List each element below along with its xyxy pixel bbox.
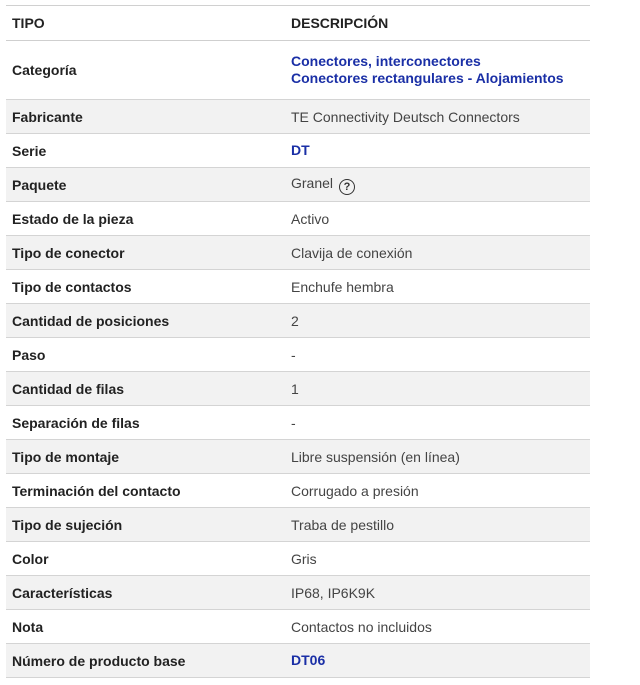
row-label: Tipo de montaje: [6, 440, 285, 474]
row-value: IP68, IP6K9K: [285, 576, 590, 610]
row-label: Tipo de conector: [6, 236, 285, 270]
row-label: Tipo de sujeción: [6, 508, 285, 542]
table-row: [6, 236, 590, 270]
header-descripcion: DESCRIPCIÓN: [285, 6, 590, 41]
row-label: Paquete: [6, 168, 285, 202]
table-row: [6, 304, 590, 338]
row-label: Terminación del contacto: [6, 474, 285, 508]
table-row: [6, 270, 590, 304]
row-value: Gris: [285, 542, 590, 576]
row-value: 1: [285, 372, 590, 406]
table-row: [6, 610, 590, 644]
row-label: Separación de filas: [6, 406, 285, 440]
row-value: [285, 134, 590, 168]
table-header-row: [6, 6, 590, 41]
row-value: Activo: [285, 202, 590, 236]
row-label: Nota: [6, 610, 285, 644]
row-label: Cantidad de posiciones: [6, 304, 285, 338]
row-value: Traba de pestillo: [285, 508, 590, 542]
category-link[interactable]: Conectores, interconectores: [291, 53, 481, 69]
row-label: Categoría: [6, 41, 285, 100]
help-circle-icon[interactable]: ?: [339, 179, 355, 195]
row-label: Paso: [6, 338, 285, 372]
table-row: [6, 41, 590, 100]
product-attributes: [6, 5, 590, 678]
row-value: [285, 644, 590, 678]
row-label: Cantidad de filas: [6, 372, 285, 406]
table-row: [6, 134, 590, 168]
table-row: [6, 542, 590, 576]
row-label: Número de producto base: [6, 644, 285, 678]
table-row: [6, 406, 590, 440]
row-label: Tipo de contactos: [6, 270, 285, 304]
row-label: Fabricante: [6, 100, 285, 134]
row-value: Enchufe hembra: [285, 270, 590, 304]
row-value: Corrugado a presión: [285, 474, 590, 508]
row-value: Clavija de conexión: [285, 236, 590, 270]
row-value: -: [285, 406, 590, 440]
row-value: [285, 41, 590, 100]
row-value: [285, 168, 590, 202]
row-value: 2: [285, 304, 590, 338]
row-label: Estado de la pieza: [6, 202, 285, 236]
table-row: [6, 202, 590, 236]
table-row: [6, 644, 590, 678]
row-label: Serie: [6, 134, 285, 168]
subcategory-link[interactable]: Conectores rectangulares - Alojamientos: [291, 70, 564, 86]
table-row: [6, 338, 590, 372]
base-product-link[interactable]: DT06: [291, 652, 326, 668]
attributes-table: [6, 5, 590, 678]
table-row: [6, 168, 590, 202]
row-label: Características: [6, 576, 285, 610]
table-row: [6, 372, 590, 406]
series-link[interactable]: DT: [291, 142, 310, 158]
table-row: [6, 508, 590, 542]
table-row: [6, 474, 590, 508]
row-value: -: [285, 338, 590, 372]
row-value: Contactos no incluidos: [285, 610, 590, 644]
table-row: [6, 576, 590, 610]
row-value: Libre suspensión (en línea): [285, 440, 590, 474]
table-row: [6, 100, 590, 134]
package-value: Granel: [291, 174, 334, 191]
row-label: Color: [6, 542, 285, 576]
header-tipo: TIPO: [6, 6, 285, 41]
table-row: [6, 440, 590, 474]
row-value: TE Connectivity Deutsch Connectors: [285, 100, 590, 134]
